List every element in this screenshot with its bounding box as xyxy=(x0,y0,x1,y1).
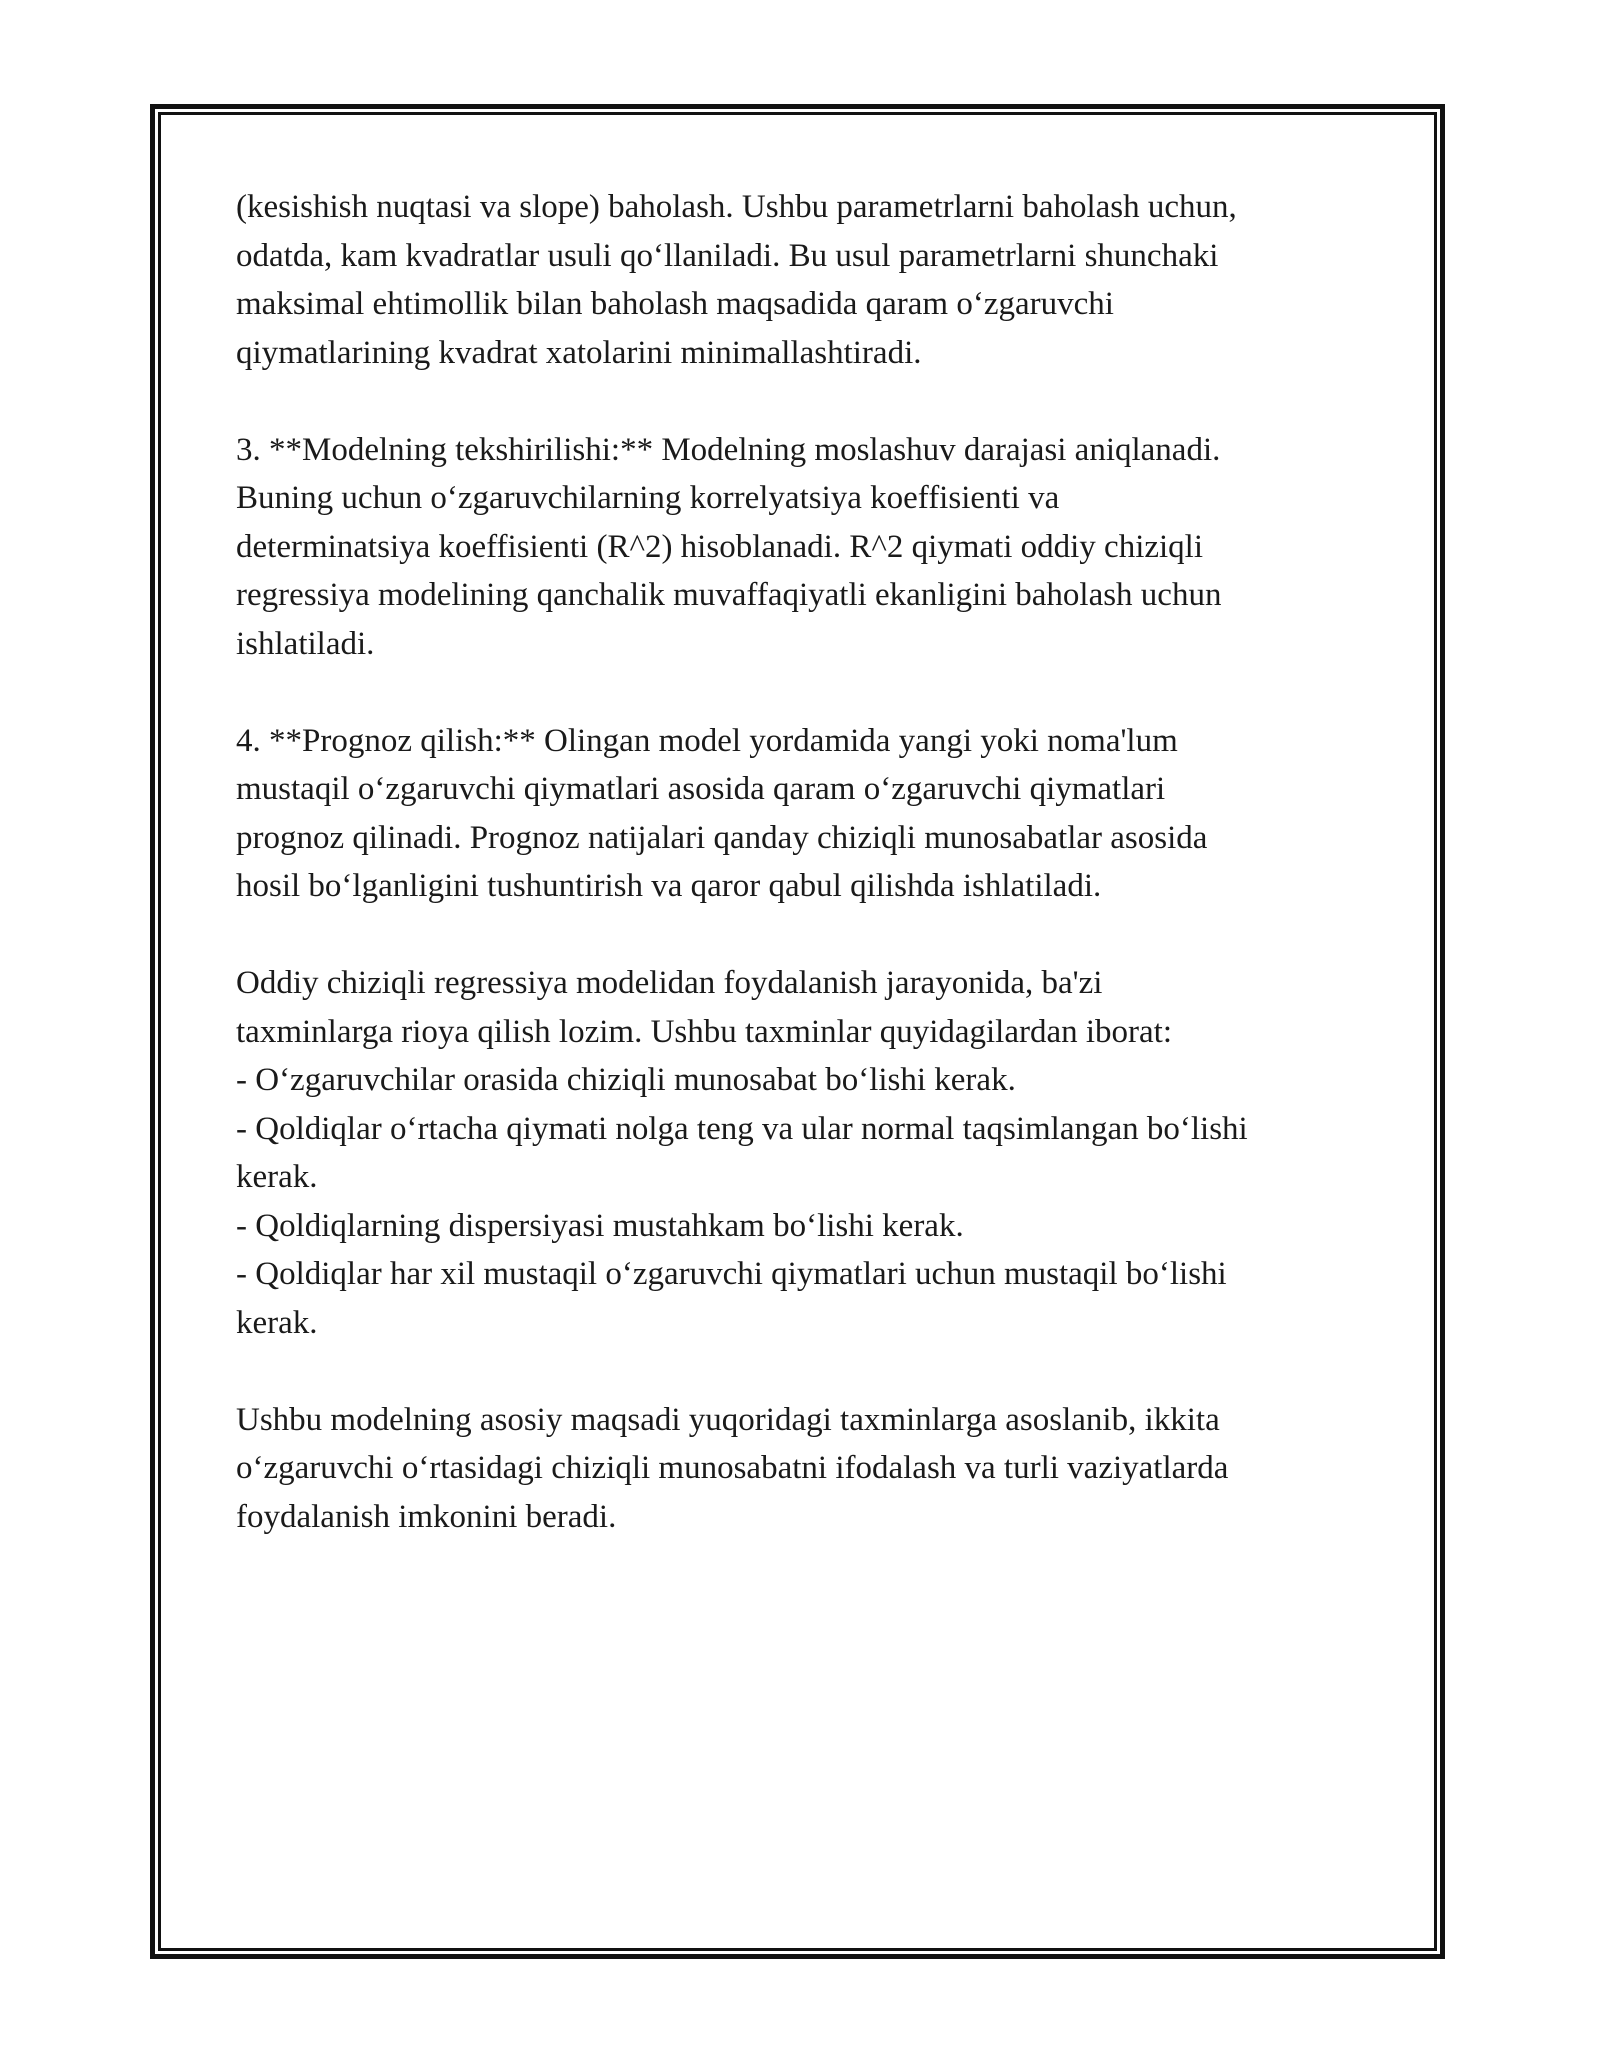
text-line: hosil bo‘lganligini tushuntirish va qaror qabul qilishda ishlatiladi. xyxy=(236,868,1102,904)
text-line: Buning uchun o‘zgaruvchilarning korrelyatsiya koeffisienti va xyxy=(236,480,1060,516)
text-line: taxminlarga rioya qilish lozim. Ushbu taxminlar quyidagilardan iborat: xyxy=(236,1013,1173,1050)
text-line: ishlatiladi. xyxy=(236,625,375,662)
paragraph-forecasting xyxy=(236,717,1376,911)
text-line: kerak. xyxy=(236,1159,318,1195)
paragraph-assumptions xyxy=(236,959,1376,1347)
text-line: prognoz qilinadi. Prognoz natijalari qanday chiziqli munosabatlar asosida xyxy=(236,819,1208,856)
text-line: Ushbu modelning asosiy maqsadi yuqoridagi taxminlarga asoslanib, ikkita xyxy=(236,1401,1220,1438)
text-line: 4. **Prognoz qilish:** Olingan model yordamida yangi yoki noma'lum xyxy=(236,722,1178,759)
text-line: qiymatlarining kvadrat xatolarini minimallashtiradi. xyxy=(236,334,922,371)
text-line: odatda, kam kvadratlar usuli qo‘llaniladi. Bu usul parametrlarni shunchaki xyxy=(236,237,1219,274)
paragraph-conclusion xyxy=(236,1396,1376,1542)
list-item: - O‘zgaruvchilar orasida chiziqli munosabat bo‘lishi kerak. xyxy=(236,1062,1016,1098)
list-item: - Qoldiqlar o‘rtacha qiymati nolga teng va ular normal taqsimlangan bo‘lishi xyxy=(236,1110,1248,1147)
list-item: - Qoldiqlarning dispersiyasi mustahkam bo‘lishi kerak. xyxy=(236,1207,964,1244)
paragraph-parameter-estimation xyxy=(236,183,1376,377)
text-line: kerak. xyxy=(236,1304,318,1341)
text-line: determinatsiya koeffisienti (R^2) hisoblanadi. R^2 qiymati oddiy chiziqli xyxy=(236,528,1204,565)
text-line: Oddiy chiziqli regressiya modelidan foydalanish jarayonida, ba'zi xyxy=(236,965,1103,1001)
document-body xyxy=(236,183,1376,1590)
text-line: 3. **Modelning tekshirilishi:** Modelning moslashuv darajasi aniqlanadi. xyxy=(236,431,1221,468)
paragraph-model-checking xyxy=(236,426,1376,669)
text-line: mustaqil o‘zgaruvchi qiymatlari asosida qaram o‘zgaruvchi qiymatlari xyxy=(236,771,1166,807)
text-line: o‘zgaruvchi o‘rtasidagi chiziqli munosabatni ifodalash va turli vaziyatlarda xyxy=(236,1450,1229,1486)
text-line: maksimal ehtimollik bilan baholash maqsadida qaram o‘zgaruvchi xyxy=(236,286,1114,322)
text-line: (kesishish nuqtasi va slope) baholash. Ushbu parametrlarni baholash uchun, xyxy=(236,189,1237,225)
text-line: regressiya modelining qanchalik muvaffaqiyatli ekanligini baholash uchun xyxy=(236,577,1222,613)
text-line: foydalanish imkonini beradi. xyxy=(236,1498,617,1535)
list-item: - Qoldiqlar har xil mustaqil o‘zgaruvchi qiymatlari uchun mustaqil bo‘lishi xyxy=(236,1256,1227,1292)
